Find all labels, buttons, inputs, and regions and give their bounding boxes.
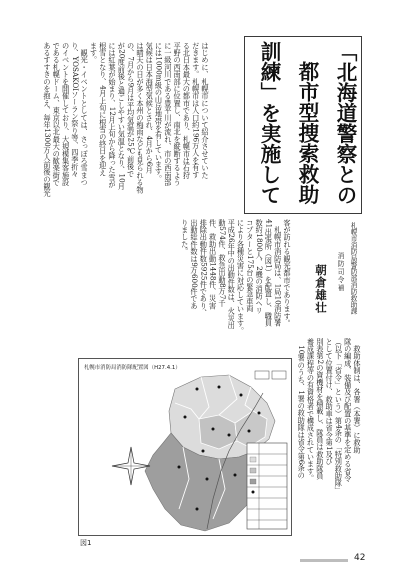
map-key-boxes: [255, 371, 286, 379]
fire-station-marker: [258, 412, 261, 415]
author-rank: 消防司令補: [336, 252, 344, 293]
text-column: 札幌市消防局は、1局10消防署: [273, 219, 283, 327]
legend-swatch: [250, 457, 256, 462]
key-box: [255, 371, 269, 379]
text-column: の、7月から9月は平均気温が25℃前後で: [126, 42, 136, 178]
text-column: 別表第2の資機材を積載し、隊員は救助隊員: [315, 338, 325, 480]
text-column: 隊の編成、装備及び配置の基準を定める省令: [343, 338, 353, 482]
body-text-tier3: [296, 338, 362, 546]
legend-swatch: [250, 479, 256, 484]
text-column: コプターと175台の緊急車両: [245, 219, 255, 312]
fire-station-marker: [228, 434, 231, 437]
text-column: として位置付け、救助車は省令第1及び: [325, 338, 335, 465]
title-line-1: 「北海道警察との: [333, 41, 357, 205]
author-name: 朝倉雄壮: [314, 264, 328, 314]
author-affiliation: 札幌市消防局警防部消防救助課: [349, 222, 357, 315]
fire-station-marker: [212, 428, 215, 431]
text-column: り、YOSAKOIソーラン祭り等、四季折々: [70, 42, 80, 178]
fire-station-marker: [178, 466, 181, 469]
text-column: りました。: [180, 219, 190, 255]
text-column: のイベントを開催しており、大規模集客施設: [61, 42, 71, 186]
fire-station-marker: [196, 508, 199, 511]
text-column: ます。: [89, 42, 99, 64]
text-column: 10署のうち、1署の救助隊は省令第6条の: [297, 338, 307, 479]
fire-station-marker: [240, 394, 243, 397]
text-column: はじめに、札幌市について紹介させていた: [201, 42, 210, 179]
text-column: である札幌ドーム、東京以北最大の歓楽街で: [52, 42, 62, 186]
fire-station-marker: [202, 450, 205, 453]
footer-bar: [300, 559, 348, 562]
text-column: 平野の西南部に位置し、南北を縦断するよう: [173, 42, 183, 186]
text-column: が20度前後と過ごしやすい気温となり、10月: [117, 42, 127, 190]
map-caption: 札幌市消防局消防隊配置図（H27.4.1）: [84, 365, 181, 371]
body-text-tier1: [42, 42, 210, 214]
fire-station-marker: [218, 386, 221, 389]
fire-station-marker: [196, 388, 199, 391]
text-column: 件、救助出動1448件、災害: [208, 219, 218, 310]
article-title: [244, 36, 362, 214]
key-box: [272, 371, 286, 379]
fire-station-marker: [248, 430, 251, 433]
text-column: は晴天の日が多く本州の梅雨なども見られる物: [135, 42, 145, 194]
text-column: に一級河川である豊平川が流れ、市の西南部: [163, 42, 173, 186]
compass-icon: [112, 447, 150, 485]
fire-station-marker: [184, 416, 187, 419]
text-column: 数約1800人、2機の消防ヘリ: [255, 219, 265, 314]
text-column: 排除出動件数5925件であり、: [199, 219, 209, 317]
text-column: には1000m級の山岳地帯を有しています。: [154, 42, 164, 183]
page-number: 42: [354, 553, 366, 563]
map-legend: [247, 443, 287, 529]
text-column: 観光・イベントとしては、さっぽろ雪まつ: [80, 42, 90, 186]
text-column: だきます。札幌市は人口約196万人を有す: [191, 42, 201, 179]
text-column: 気候は日本海型気候とされ、4月から6月: [145, 42, 155, 174]
fire-station-marker: [234, 474, 237, 477]
text-column: 根雪となり、4月上旬に根雪の終日を迎え: [98, 42, 108, 177]
station-map: [79, 359, 291, 535]
text-column: 救助体制は、各署（本署）に救助: [353, 338, 362, 454]
title-line-2: 都市型捜索救助: [295, 61, 319, 205]
body-text-tier2: [180, 219, 292, 335]
text-column: 養成課程等の有資格者で構成されています。: [306, 338, 316, 482]
text-column: 客が訪れる観光都市であります。: [283, 219, 292, 327]
text-column: 41出張所（図1）を配置し、職員: [264, 219, 274, 327]
legend-marker: [252, 491, 255, 494]
text-column: あるすすきのを抱え、毎年1300万人前後の観光: [42, 42, 52, 198]
text-column: 動574件、救急出動8万7千: [217, 219, 227, 307]
text-column: る北日本最大の都市であり、札幌市は石狩: [182, 42, 192, 179]
text-column: により各種災害に対応しています。: [236, 219, 246, 335]
figure-label: 図1: [80, 539, 92, 547]
legend-swatch: [250, 468, 256, 473]
fire-station-marker: [206, 478, 209, 481]
text-column: 平成26年中の出動件数は、火災出: [227, 219, 237, 329]
text-column: 出動総件数は9万600件であ: [190, 219, 200, 310]
text-column: には紅葉が始まり、12月上旬から降った雪が: [108, 42, 118, 188]
title-line-3: 訓練」を実施して: [257, 41, 281, 205]
text-column: （以下「省令」という）第4条の「特別救助隊」: [334, 338, 344, 494]
station-map-figure: [78, 358, 292, 536]
